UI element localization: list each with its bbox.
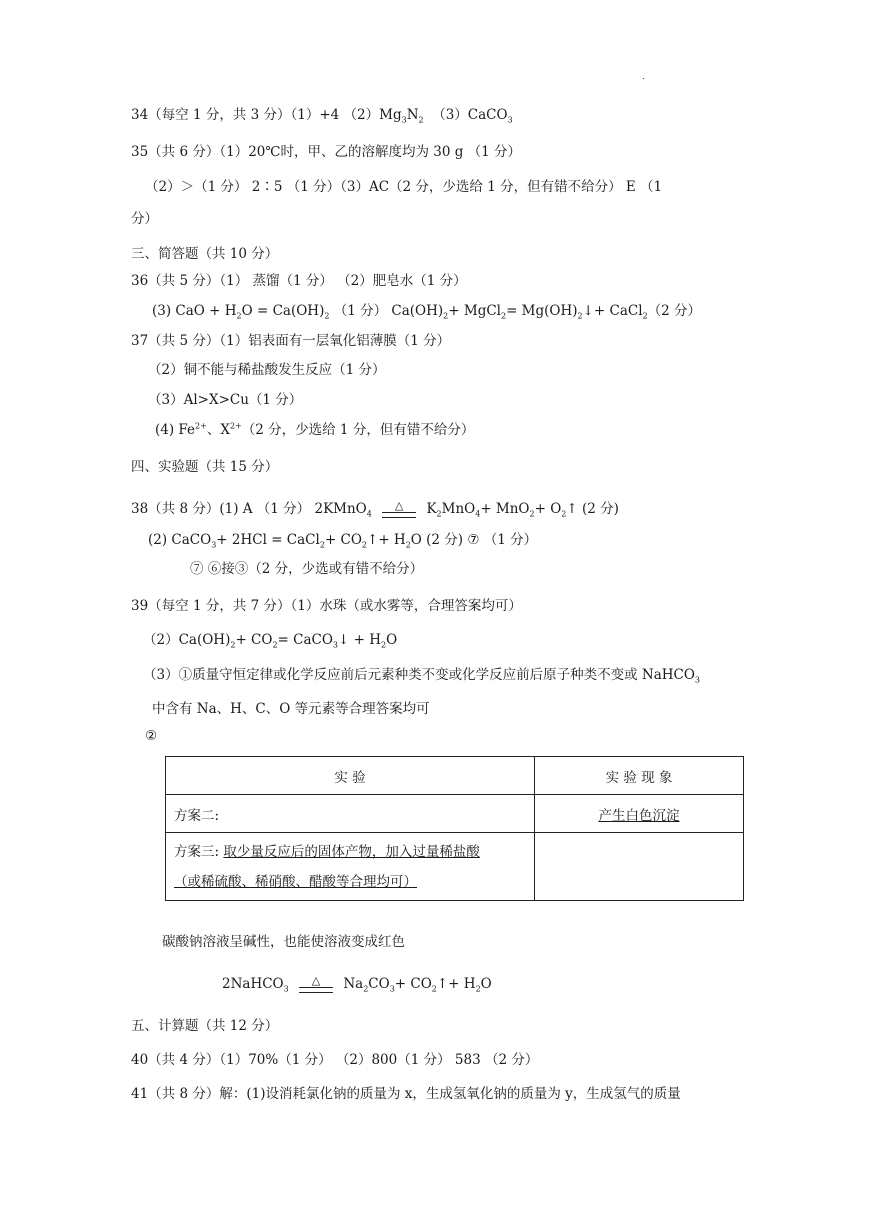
top-mark: . (642, 72, 645, 81)
section-title-3: 三、简答题（共 10 分） (131, 246, 279, 262)
heat-condition: △ (299, 976, 333, 993)
answer-q38-line3: ⑦ ⑥接③（2 分，少选或有错不给分） (190, 561, 424, 577)
section-title-5: 五、计算题（共 12 分） (131, 1018, 279, 1034)
row2-observation (535, 833, 744, 901)
answer-q41: 41（共 8 分）解：(1)设消耗氯化钠的质量为 x，生成氢氧化钠的质量为 y，生成氢气的质量 (131, 1086, 681, 1102)
answer-q36-line2: (3) CaO + $H_2O = Ca(OH)_2$ （1 分） $Ca(OH)_2+$ MgCl$_2$= $Mg(OH)_2↓+$ CaCl$_2$（2 分） (152, 303, 702, 321)
answer-q37-line4: (4) $Fe^{2+}$、$X^{2+}(2$ 分，少选给 1 分，但有错不给分） (155, 421, 475, 438)
row1-observation: 产生白色沉淀 (535, 795, 744, 833)
header-experiment: 实 验 (166, 757, 535, 795)
answer-q39-line1: 39（每空 1 分，共 7 分）（1）水珠（或水雾等，合理答案均可） (131, 598, 522, 614)
answer-q37-line1: 37（共 5 分）（1）铝表面有一层氧化铝薄膜（1 分） (131, 333, 451, 349)
note-sodium-carbonate: 碳酸钠溶液呈碱性，也能使溶液变成红色 (162, 934, 405, 950)
row1-experiment: 方案二: (166, 795, 535, 833)
experiment-table (165, 756, 744, 901)
table-row (166, 795, 744, 833)
answer-q37-line3: （3）Al>X>Cu（1 分） (148, 392, 303, 408)
answer-q39-line2: $(2)Ca(OH)_2+ CO_2=$ CaCO$_3$↓ + $H_2O$ (143, 632, 398, 650)
answer-q35-line2: （2）＞（1 分） 2∶5 （1 分）（3）AC（2 分，少选给 1 分，但有错不给分） E （1 (145, 179, 663, 195)
row2-experiment: 方案三: 取少量反应后的固体产物，加入过量稀盐酸 （或稀硫酸、稀硝酸、醋酸等合理均可） (166, 833, 535, 901)
table-row (166, 833, 744, 901)
answer-q36-line1: 36（共 5 分）（1） 蒸馏（1 分） （2）肥皂水（1 分） (131, 273, 467, 289)
heat-condition: △ (382, 501, 416, 518)
answer-q39-line4: 中含有 Na、H、C、O 等元素等合理答案均可 (152, 701, 430, 717)
answer-q35-line1: 35（共 6 分）（1）20℃时，甲、乙的溶解度均为 30 g （1 分） (131, 144, 522, 160)
section-title-4: 四、实验题（共 15 分） (131, 459, 279, 475)
header-observation: 实 验 现 象 (535, 757, 744, 795)
answer-q38-line2: (2) CaCO$_3$+ 2HCl = CaCl$_2$+ $CO_2↑+ H_2O$ (2 分) ⑦ （1 分） (148, 532, 538, 550)
answer-q37-line2: （2）铜不能与稀盐酸发生反应（1 分） (148, 362, 386, 378)
answer-q34: 34（每空 1 分，共 3 分）（1）+4 $(2)Mg_3N_2$ （3）CaCO$_3$ (131, 107, 513, 125)
answer-q39-line3: （3）①质量守恒定律或化学反应前后元素种类不变或化学反应前后原子种类不变或 NaHCO$_3$ (143, 667, 701, 685)
answer-q40: 40（共 4 分）（1）70%（1 分） （2）800（1 分） 583 （2 分） (131, 1052, 539, 1068)
answer-q38-line1: 38（共 8 分）(1) A （1 分） 2KMnO$_4$ △ $K_2MnO_4+ MnO_2+$ $O_2↑$ (2 分) (131, 499, 619, 519)
table-header-row (166, 757, 744, 795)
equation-nahco3: 2NaHCO$_3$ △ $Na_2CO_3+$ $CO_2↑+ H_2O$ (222, 974, 492, 994)
answer-q39-line5: ② (145, 728, 158, 744)
answer-q35-line3: 分） (131, 211, 158, 227)
